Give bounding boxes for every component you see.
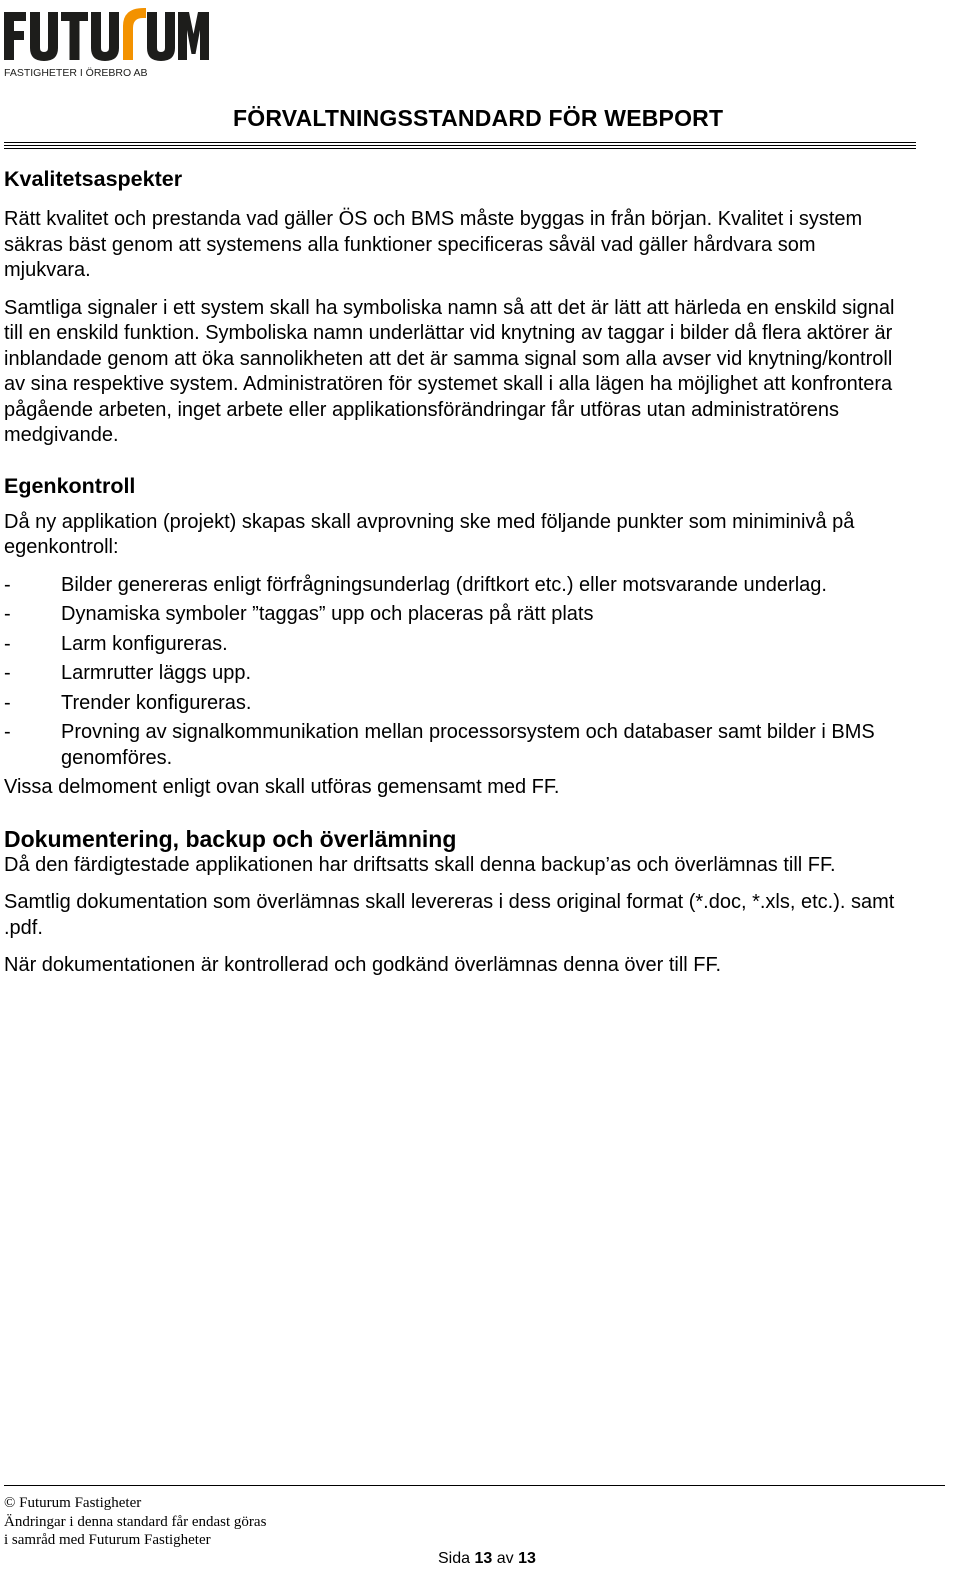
header-rule-1	[4, 142, 916, 143]
logo-letter-t	[61, 12, 88, 60]
footer-note-line-1: Ändringar i denna standard får endast göras	[4, 1513, 267, 1530]
list-item-text: Trender konfigureras.	[61, 691, 252, 714]
list-dash: -	[4, 662, 11, 684]
list-item-text: Bilder genereras enligt förfrågningsunderlag (driftkort etc.) eller motsvarande underlag.	[61, 573, 827, 596]
page-total: 13	[518, 1550, 536, 1567]
list-dash: -	[4, 603, 11, 625]
list-item	[4, 573, 904, 599]
paragraph-quality-2: Samtliga signaler i ett system skall ha symboliska namn så att det är lätt att härleda en enskild signal till en enskild funktion. Symboliska namn underlättar vid knytning av taggar i bilder då flera aktörer är inblandade genom att öka sannolikheten att det är samma signal som alla avser vid knytning/kontroll av sina respektive system. Administratören för systemet skall i alla lägen ha möjlighet att konfrontera pågående arbeten, inget arbete eller applikationsförändringar får utföras utan administratörens medgivande.	[4, 296, 895, 446]
footer-note-line-2: i samråd med Futurum Fastigheter	[4, 1532, 211, 1548]
list-item	[4, 661, 904, 687]
footer-rule	[4, 1485, 945, 1486]
list-item-text: Larm konfigureras.	[61, 632, 228, 655]
paragraph-selfcheck-closing: Vissa delmoment enligt ovan skall utföras gemensamt med FF.	[4, 776, 560, 798]
document-title: FÖRVALTNINGSSTANDARD FÖR WEBPORT	[233, 105, 724, 131]
selfcheck-list	[4, 573, 904, 772]
heading-documentation: Dokumentering, backup och överlämning	[4, 825, 457, 852]
logo-letter-u1	[30, 12, 58, 61]
page-separator: av	[496, 1550, 514, 1567]
logo-letter-m	[178, 12, 209, 60]
page-number	[438, 1550, 536, 1568]
logo-letter-u2	[91, 12, 119, 61]
list-item	[4, 632, 904, 658]
paragraph-documentation-3: När dokumentationen är kontrollerad och godkänd överlämnas denna över till FF.	[4, 954, 722, 976]
logo-letter-u3	[147, 12, 175, 61]
list-item	[4, 602, 904, 628]
list-dash: -	[4, 721, 11, 743]
list-item	[4, 691, 904, 717]
list-item-text: Provning av signalkommunikation mellan processorsystem och databaser samt bilder i BMS genomföres.	[61, 721, 875, 769]
header-rule-3	[4, 148, 916, 149]
futurum-logo	[4, 4, 209, 80]
heading-quality: Kvalitetsaspekter	[4, 167, 183, 191]
list-dash: -	[4, 632, 11, 655]
paragraph-documentation-1: Då den färdigtestade applikationen har driftsatts skall denna backup’as och överlämnas till FF.	[4, 853, 836, 876]
paragraph-selfcheck-intro: Då ny applikation (projekt) skapas skall avprovning ske med följande punkter som miniminivå på egenkontroll:	[4, 510, 855, 558]
list-item-text: Dynamiska symboler ”taggas” upp och placeras på rätt plats	[61, 603, 594, 625]
page-prefix: Sida	[438, 1550, 471, 1567]
page-current: 13	[474, 1550, 493, 1567]
logo-letter-r-accent	[123, 8, 146, 60]
list-dash: -	[4, 691, 11, 714]
logo-subtitle: FASTIGHETER I ÖREBRO AB	[4, 67, 148, 79]
document-body	[4, 165, 904, 979]
heading-selfcheck: Egenkontroll	[4, 473, 136, 498]
logo-letter-f	[4, 12, 26, 60]
list-dash: -	[4, 573, 11, 596]
footer-copyright: © Futurum Fastigheter	[4, 1495, 142, 1511]
list-item	[4, 720, 904, 771]
paragraph-documentation-2: Samtlig dokumentation som överlämnas skall levereras i dess original format (*.doc, *.xls, etc.). samt .pdf.	[4, 891, 895, 939]
header-rule-2	[4, 145, 916, 146]
list-item-text: Larmrutter läggs upp.	[61, 662, 252, 684]
paragraph-quality-1: Rätt kvalitet och prestanda vad gäller ÖS och BMS måste byggas in från början. Kvalitet i system säkras bäst genom att systemens alla funktioner specificeras såväl vad gäller hårdvara som mjukvara.	[4, 208, 863, 281]
footer	[4, 1494, 266, 1550]
